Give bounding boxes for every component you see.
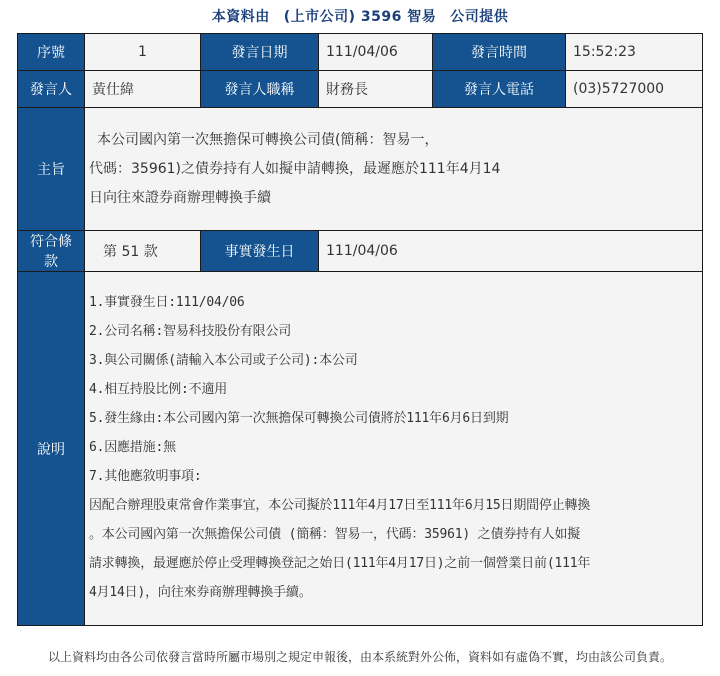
description-line: 7.其他應敘明事項: — [89, 469, 202, 484]
announcement-table — [17, 33, 703, 626]
description-line: 4月14日)，向往來券商辦理轉換手續。 — [89, 585, 312, 600]
header-stock-code: 3596 — [360, 9, 402, 25]
time-label: 發言時間 — [433, 34, 566, 71]
description-line: 5.發生緣由:本公司國內第一次無擔保可轉換公司債將於111年6月6日到期 — [89, 411, 509, 426]
description-line: 因配合辦理股東常會作業事宜，本公司擬於111年4月17日至111年6月15日期間停止轉換 — [89, 498, 591, 513]
table-row-speaker — [18, 71, 703, 108]
clause-label: 符合條款 — [18, 231, 85, 272]
disclaimer-footer: 以上資料均由各公司依發言當時所屬市場別之規定申報後，由本系統對外公佈，資料如有虛偽不實，均由該公司負責。 — [47, 650, 672, 664]
header-market: (上市公司) — [283, 9, 356, 25]
description-label: 說明 — [18, 272, 85, 626]
subject-label: 主旨 — [18, 108, 85, 231]
description-line: 。本公司國內第一次無擔保公司債 (簡稱：智易一，代碼：35961) 之債券持有人如擬 — [89, 527, 581, 542]
fact-date-value: 111/04/06 — [319, 231, 703, 272]
header-prefix: 本資料由 — [211, 9, 270, 25]
subject-line: 代碼：35961)之債券持有人如擬申請轉換，最遲應於111年4月14 — [89, 160, 501, 177]
description-text — [85, 272, 703, 626]
speaker-value: 黃仕緯 — [85, 71, 201, 108]
description-line: 1.事實發生日:111/04/06 — [89, 295, 245, 310]
subject-line: 日向往來證券商辦理轉換手續 — [89, 189, 271, 206]
seq-value: 1 — [85, 34, 201, 71]
description-line: 4.相互持股比例:不適用 — [89, 382, 228, 397]
description-line: 2.公司名稱:智易科技股份有限公司 — [89, 324, 292, 339]
table-row-subject — [18, 108, 703, 231]
fact-date-label: 事實發生日 — [201, 231, 319, 272]
subject-text — [85, 108, 703, 231]
speaker-label: 發言人 — [18, 71, 85, 108]
description-line: 請求轉換，最遲應於停止受理轉換登記之始日(111年4月17日)之前一個營業日前(111年 — [89, 556, 591, 571]
header-company: 智易 — [407, 9, 437, 25]
date-label: 發言日期 — [201, 34, 319, 71]
date-value: 111/04/06 — [319, 34, 433, 71]
table-row-description — [18, 272, 703, 626]
table-row-clause — [18, 231, 703, 272]
speaker-title-value: 財務長 — [319, 71, 433, 108]
header-suffix: 公司提供 — [450, 9, 509, 25]
table-row-seq — [18, 34, 703, 71]
description-line: 3.與公司關係(請輸入本公司或子公司):本公司 — [89, 353, 358, 368]
speaker-title-label: 發言人職稱 — [201, 71, 319, 108]
subject-line: 本公司國內第一次無擔保可轉換公司債(簡稱：智易一， — [97, 131, 439, 148]
speaker-phone-label: 發言人電話 — [433, 71, 566, 108]
clause-value: 第 51 款 — [85, 231, 201, 272]
page-header — [0, 6, 720, 26]
description-line: 6.因應措施:無 — [89, 440, 176, 455]
seq-label: 序號 — [18, 34, 85, 71]
speaker-phone-value: (03)5727000 — [566, 71, 703, 108]
time-value: 15:52:23 — [566, 34, 703, 71]
